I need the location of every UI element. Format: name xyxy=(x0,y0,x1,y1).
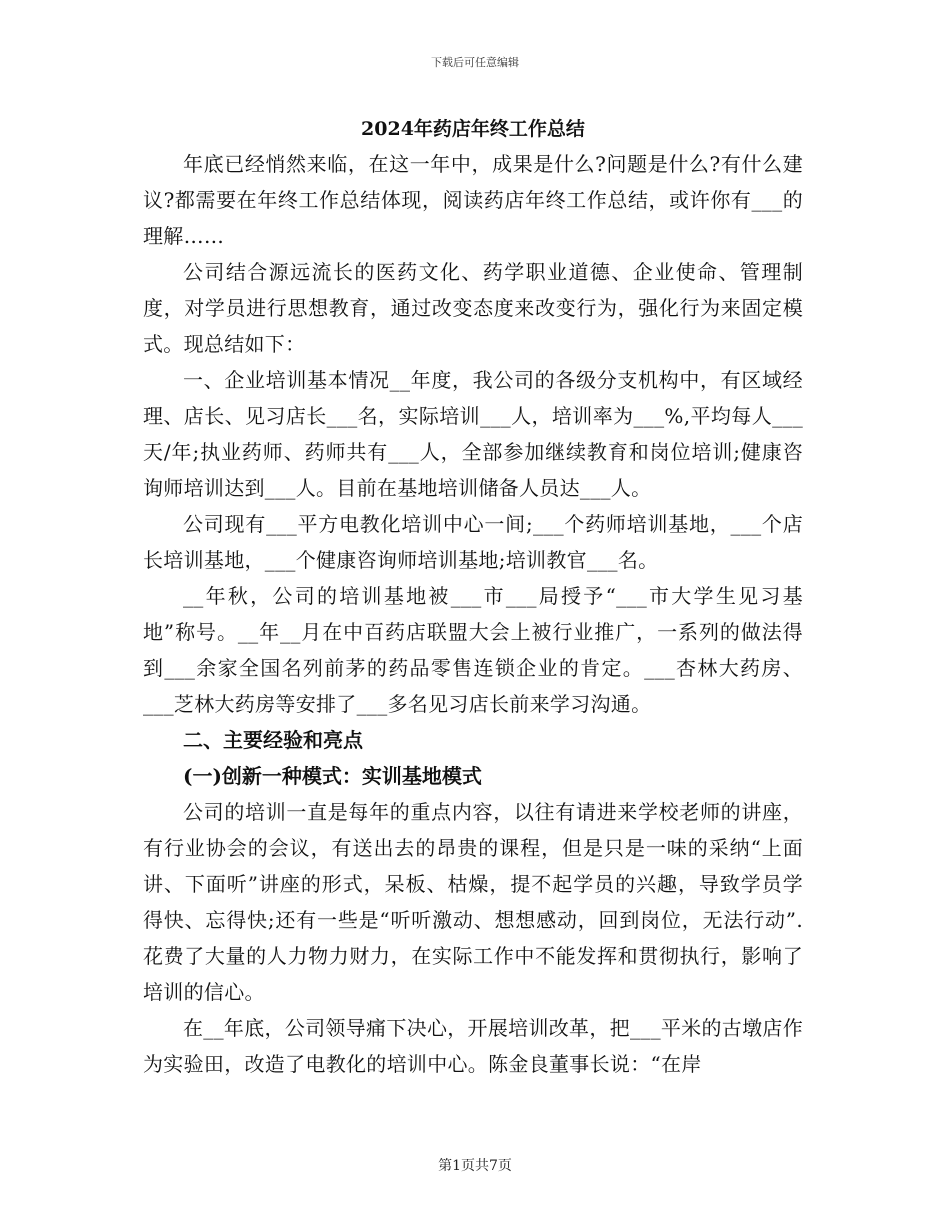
section-heading-experience: 二、主要经验和亮点 xyxy=(183,728,363,752)
header-note: 下载后可任意编辑 xyxy=(431,56,519,69)
document-body xyxy=(143,112,803,1082)
paragraph-training-overview: 一、企业培训基本情况__年度，我公司的各级分支机构中，有区域经理、店长、见习店长___名，实际培训___人，培训率为___%,平均每人___天/年;执业药师、药师共有___人，全部参加继续教育和岗位培训;健康咨询师培训达到___人。目前在基地培训储备人员达___人。 xyxy=(143,368,803,500)
paragraph-intro: 年底已经悄然来临，在这一年中，成果是什么?问题是什么?有什么建议?都需要在年终工作总结体现，阅读药店年终工作总结，或许你有___的理解…… xyxy=(143,152,803,248)
paragraph-company-education: 公司结合源远流长的医药文化、药学职业道德、企业使命、管理制度，对学员进行思想教育，通过改变态度来改变行为，强化行为来固定模式。现总结如下： xyxy=(143,260,803,356)
page-footer: 第1页共7页 xyxy=(438,1158,512,1174)
paragraph-training-history: 公司的培训一直是每年的重点内容，以往有请进来学校老师的讲座，有行业协会的会议，有送出去的昂贵的课程，但是只是一味的采纳“上面讲、下面听”讲座的形式，呆板、枯燥，提不起学员的兴趣，导致学员学得快、忘得快;还有一些是“听听激动、想想感动，回到岗位，无法行动”.花费了大量的人力物力财力，在实际工作中不能发挥和贯彻执行，影响了培训的信心。 xyxy=(143,800,803,1004)
paragraph-training-base-awards: __年秋，公司的培训基地被___市___局授予“___市大学生见习基地”称号。__年__月在中百药店联盟大会上被行业推广，一系列的做法得到___余家全国名列前茅的药品零售连锁企业的肯定。___杏林大药房、___芝林大药房等安排了___多名见习店长前来学习沟通。 xyxy=(143,584,803,716)
paragraph-training-reform: 在__年底，公司领导痛下决心，开展培训改革，把___平米的古墩店作为实验田，改造了电教化的培训中心。陈金良董事长说：“在岸 xyxy=(143,1016,803,1076)
subsection-heading-training-model: (一)创新一种模式：实训基地模式 xyxy=(183,764,482,788)
paragraph-training-facilities: 公司现有___平方电教化培训中心一间;___个药师培训基地，___个店长培训基地，___个健康咨询师培训基地;培训教官___名。 xyxy=(143,512,803,572)
document-title: 2024年药店年终工作总结 xyxy=(361,118,585,140)
